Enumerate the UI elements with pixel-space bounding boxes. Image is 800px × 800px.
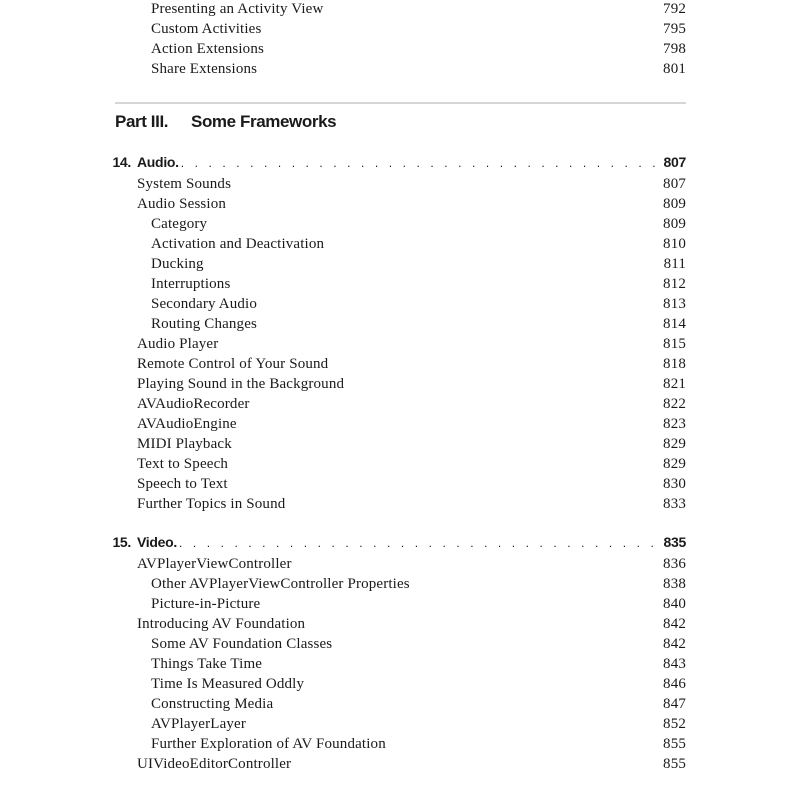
part-divider-rule [115, 102, 686, 104]
toc-entry-page: 847 [663, 696, 686, 712]
toc-entry-title: Introducing AV Foundation [137, 616, 306, 632]
chapter-title: Video. [137, 534, 177, 550]
toc-entry[interactable] [0, 614, 686, 634]
toc-entry-title: MIDI Playback [137, 436, 232, 452]
chapter-number: 14. [112, 154, 131, 170]
dot-leader [179, 533, 658, 553]
chapter-heading-audio[interactable] [0, 152, 686, 172]
toc-entry-title: Interruptions [151, 276, 231, 292]
toc-entry-page: 822 [663, 396, 686, 412]
toc-entry-page: 833 [663, 496, 686, 512]
toc-entry-page: 823 [663, 416, 686, 432]
toc-entry[interactable] [0, 394, 686, 414]
toc-entry[interactable] [0, 214, 686, 234]
chapter-page: 807 [663, 154, 686, 170]
toc-entry-title: AVPlayerLayer [151, 716, 246, 732]
toc-entry[interactable] [0, 274, 686, 294]
toc-entry[interactable] [0, 374, 686, 394]
toc-entry-page: 829 [663, 436, 686, 452]
toc-entry-title: Picture-in-Picture [151, 596, 261, 612]
toc-entry-page: 855 [663, 756, 686, 772]
chapter-heading-video[interactable] [0, 532, 686, 552]
toc-entry[interactable] [0, 574, 686, 594]
toc-entry[interactable] [0, 194, 686, 214]
toc-entry-title: Playing Sound in the Background [137, 376, 345, 392]
toc-entry-title: Further Exploration of AV Foundation [151, 736, 386, 752]
toc-entry[interactable] [0, 754, 686, 774]
toc-entry-page: 842 [663, 616, 686, 632]
toc-entry-title: Activation and Deactivation [151, 236, 325, 252]
dot-leader [181, 153, 658, 173]
toc-entry[interactable] [0, 334, 686, 354]
toc-entry[interactable] [0, 19, 686, 39]
toc-entry-page: 836 [663, 556, 686, 572]
toc-entry[interactable] [0, 494, 686, 514]
toc-entry[interactable] [0, 314, 686, 334]
toc-entry-title: Constructing Media [151, 696, 274, 712]
toc-entry[interactable] [0, 254, 686, 274]
toc-entry-title: Share Extensions [151, 61, 258, 77]
toc-entry-page: 818 [663, 356, 686, 372]
toc-entry-page: 798 [663, 41, 686, 57]
toc-entry[interactable] [0, 734, 686, 754]
toc-entry-title: Audio Session [137, 196, 227, 212]
toc-entry-page: 814 [663, 316, 686, 332]
toc-entry-title: Action Extensions [151, 41, 264, 57]
toc-entry-page: 838 [663, 576, 686, 592]
toc-entry-page: 809 [663, 196, 686, 212]
toc-entry[interactable] [0, 0, 686, 19]
part-label: Part III. [115, 112, 169, 131]
toc-entry-page: 846 [663, 676, 686, 692]
toc-entry[interactable] [0, 634, 686, 654]
part-title: Some Frameworks [191, 112, 337, 131]
toc-entry-title: Ducking [151, 256, 204, 272]
toc-entry-page: 792 [663, 1, 686, 17]
toc-entry-page: 852 [663, 716, 686, 732]
toc-entry-page: 843 [663, 656, 686, 672]
toc-entry-title: System Sounds [137, 176, 232, 192]
toc-entry[interactable] [0, 654, 686, 674]
toc-entry-page: 855 [663, 736, 686, 752]
toc-entry-title: Audio Player [137, 336, 219, 352]
toc-entry[interactable] [0, 694, 686, 714]
toc-entry[interactable] [0, 234, 686, 254]
toc-entry-page: 842 [663, 636, 686, 652]
toc-entry[interactable] [0, 39, 686, 59]
toc-entry[interactable] [0, 594, 686, 614]
toc-entry-title: Other AVPlayerViewController Properties [151, 576, 410, 592]
toc-entry-title: Custom Activities [151, 21, 262, 37]
toc-entry-title: Time Is Measured Oddly [151, 676, 305, 692]
toc-entry-title: AVAudioEngine [137, 416, 237, 432]
toc-entry-page: 809 [663, 216, 686, 232]
toc-entry-title: AVAudioRecorder [137, 396, 250, 412]
toc-entry-title: AVPlayerViewController [137, 556, 292, 572]
toc-entry-page: 807 [663, 176, 686, 192]
toc-entry-title: UIVideoEditorController [137, 756, 292, 772]
toc-entry-title: Things Take Time [151, 656, 263, 672]
toc-entry-page: 821 [663, 376, 686, 392]
toc-entry-page: 795 [663, 21, 686, 37]
toc-entry-page: 840 [663, 596, 686, 612]
toc-entry-page: 811 [663, 256, 686, 272]
toc-entry-title: Remote Control of Your Sound [137, 356, 329, 372]
toc-entry-page: 813 [663, 296, 686, 312]
toc-entry[interactable] [0, 554, 686, 574]
toc-entry[interactable] [0, 454, 686, 474]
toc-entry[interactable] [0, 174, 686, 194]
toc-entry-page: 815 [663, 336, 686, 352]
toc-entry-title: Presenting an Activity View [151, 1, 324, 17]
toc-entry[interactable] [0, 434, 686, 454]
toc-entry-title: Category [151, 216, 208, 232]
chapter-title: Audio. [137, 154, 179, 170]
toc-entry-title: Secondary Audio [151, 296, 257, 312]
toc-entry-title: Routing Changes [151, 316, 257, 332]
toc-entry-page: 829 [663, 456, 686, 472]
toc-entry[interactable] [0, 674, 686, 694]
toc-entry-page: 801 [663, 61, 686, 77]
toc-entry[interactable] [0, 354, 686, 374]
toc-entry-title: Some AV Foundation Classes [151, 636, 333, 652]
toc-entry-page: 812 [663, 276, 686, 292]
toc-entry-title: Text to Speech [137, 456, 229, 472]
toc-entry[interactable] [0, 294, 686, 314]
toc-entry[interactable] [0, 714, 686, 734]
toc-entry[interactable] [0, 59, 686, 79]
toc-entry-title: Further Topics in Sound [137, 496, 286, 512]
toc-entry-page: 810 [663, 236, 686, 252]
toc-entry[interactable] [0, 414, 686, 434]
chapter-number: 15. [112, 534, 131, 550]
toc-entry[interactable] [0, 474, 686, 494]
chapter-page: 835 [663, 534, 686, 550]
toc-entry-title: Speech to Text [137, 476, 228, 492]
toc-entry-page: 830 [663, 476, 686, 492]
